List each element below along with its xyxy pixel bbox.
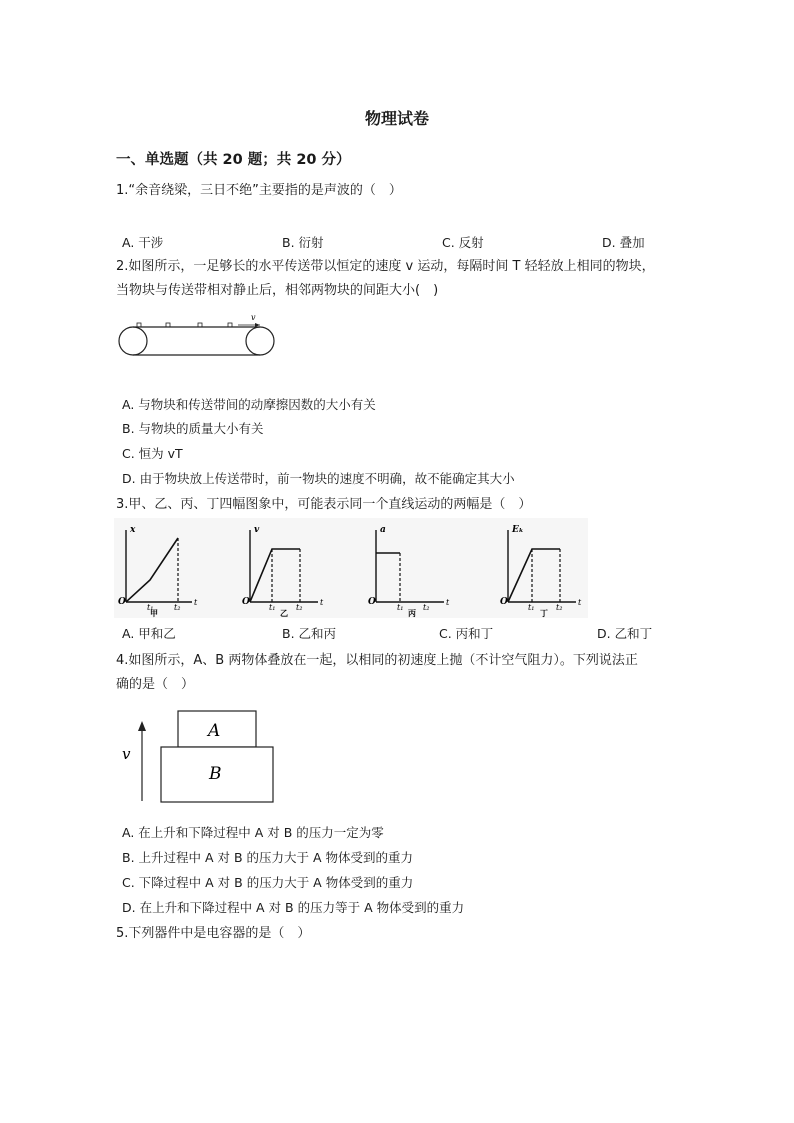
svg-text:t: t bbox=[578, 598, 582, 607]
question-2-stem-line-2: 当物块与传送带相对静止后，相邻两物块的间距大小( ) bbox=[116, 283, 439, 298]
q4-option-c: C. 下降过程中 A 对 B 的压力大于 A 物体受到的重力 bbox=[122, 875, 414, 890]
svg-text:O: O bbox=[118, 597, 126, 607]
question-2-stem-line-1: 2.如图所示，一足够长的水平传送带以恒定的速度 v 运动，每隔时间 T 轻轻放上相同的物块， bbox=[116, 259, 655, 274]
belt-velocity-label: v bbox=[251, 313, 256, 322]
block-a-label: A bbox=[208, 721, 221, 741]
q2-option-b: B. 与物块的质量大小有关 bbox=[122, 421, 264, 436]
q4-option-d: D. 在上升和下降过程中 A 对 B 的压力等于 A 物体受到的重力 bbox=[122, 900, 465, 915]
motion-graphs-figure bbox=[114, 518, 588, 618]
svg-text:甲: 甲 bbox=[150, 608, 158, 618]
svg-text:乙: 乙 bbox=[280, 608, 288, 618]
svg-text:O: O bbox=[368, 597, 376, 607]
q2-option-a: A. 与物块和传送带间的动摩擦因数的大小有关 bbox=[122, 397, 376, 412]
q1-option-d: D. 叠加 bbox=[602, 235, 645, 250]
svg-text:t: t bbox=[446, 598, 450, 607]
section-heading: 一、单选题（共 20 题；共 20 分） bbox=[116, 152, 351, 168]
question-4-stem-line-2: 确的是（ ） bbox=[116, 677, 195, 692]
q2-option-d: D. 由于物块放上传送带时，前一物块的速度不明确，故不能确定其大小 bbox=[122, 471, 515, 486]
svg-text:t₂: t₂ bbox=[174, 603, 181, 612]
q2-option-c: C. 恒为 vT bbox=[122, 446, 183, 461]
page-title: 物理试卷 bbox=[364, 109, 429, 128]
q3-option-a: A. 甲和乙 bbox=[122, 626, 176, 641]
q1-option-c: C. 反射 bbox=[442, 235, 484, 250]
question-3-stem: 3.甲、乙、丙、丁四幅图象中，可能表示同一个直线运动的两幅是（ ） bbox=[116, 497, 532, 512]
question-4-stem-line-1: 4.如图所示，A、B 两物体叠放在一起，以相同的初速度上抛（不计空气阻力）。下列说法正 bbox=[116, 653, 638, 668]
conveyor-belt-figure bbox=[110, 310, 285, 360]
svg-text:t: t bbox=[320, 598, 324, 607]
svg-text:O: O bbox=[500, 597, 508, 607]
svg-text:t₂: t₂ bbox=[556, 603, 563, 612]
svg-text:Eₖ: Eₖ bbox=[512, 525, 524, 535]
svg-text:丙: 丙 bbox=[408, 608, 416, 618]
question-5-stem: 5.下列器件中是电容器的是（ ） bbox=[116, 926, 311, 941]
q3-option-b: B. 乙和丙 bbox=[282, 626, 337, 641]
block-b-label: B bbox=[209, 764, 222, 784]
svg-text:a: a bbox=[380, 525, 386, 535]
svg-text:t₁: t₁ bbox=[147, 603, 154, 612]
q3-option-d: D. 乙和丁 bbox=[597, 626, 653, 641]
svg-text:O: O bbox=[242, 597, 250, 607]
svg-text:t₂: t₂ bbox=[296, 603, 303, 612]
svg-text:t: t bbox=[194, 598, 198, 607]
q1-option-b: B. 衍射 bbox=[282, 235, 324, 250]
q3-option-c: C. 丙和丁 bbox=[439, 626, 494, 641]
svg-text:t₁: t₁ bbox=[528, 603, 535, 612]
q4-option-b: B. 上升过程中 A 对 B 的压力大于 A 物体受到的重力 bbox=[122, 850, 414, 865]
stacked-blocks-figure bbox=[112, 705, 282, 807]
svg-text:t₁: t₁ bbox=[269, 603, 276, 612]
velocity-label: v bbox=[122, 745, 131, 763]
svg-text:v: v bbox=[254, 525, 260, 535]
svg-text:t₁: t₁ bbox=[397, 603, 404, 612]
svg-text:x: x bbox=[130, 525, 136, 535]
svg-text:丁: 丁 bbox=[540, 608, 548, 618]
svg-text:t₂: t₂ bbox=[423, 603, 430, 612]
q1-option-a: A. 干涉 bbox=[122, 235, 164, 250]
q4-option-a: A. 在上升和下降过程中 A 对 B 的压力一定为零 bbox=[122, 825, 384, 840]
question-1-stem: 1.“余音绕梁，三日不绝”主要指的是声波的（ ） bbox=[116, 183, 402, 198]
